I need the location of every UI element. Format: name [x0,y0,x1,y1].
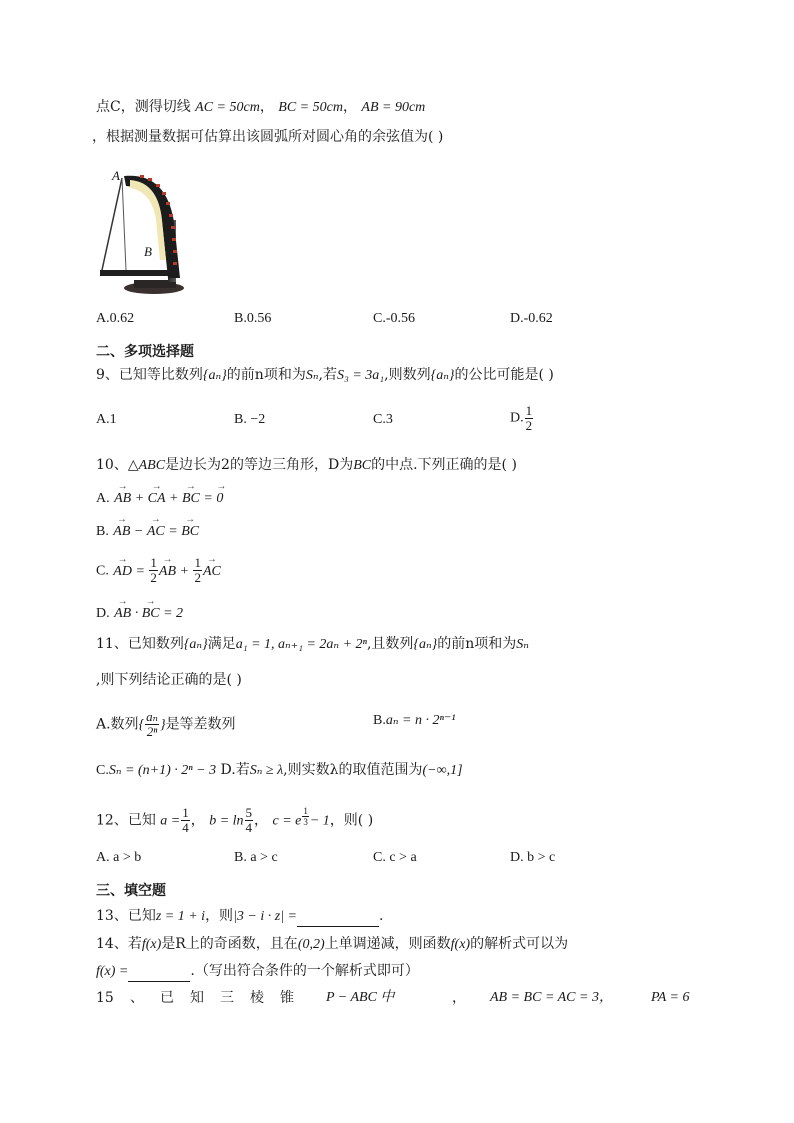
q10-option-a: A. → AB + → CA + → BC = → 0 [96,488,223,509]
q12-stem: 12、已知 a = $\frac{1}{4}$ ， b = ln $\frac{5}{4}$ ， c = e $^{\frac{1}{3}}$ − 1，则( ) [96,805,374,835]
arc-device-image [96,160,192,300]
q11-option-cd: C.Sₙ = (n+1) · 2ⁿ − 3 D.若Sₙ ≥ λ,则实数λ的取值范围为(−∞,1] [96,762,463,778]
q12-option-a: A. a > b [96,850,142,865]
q9-option-d: D. $\frac{1}{2}$ [510,403,533,433]
q8-line1: 点C，测得切线 AC = 50cm， BC = 50cm， AB = 90cm [96,99,426,115]
q10-stem: 10、△ABC是边长为2的等边三角形，D为BC的中点.下列正确的是( ) [96,457,517,473]
q8-option-b: B.0.56 [234,311,272,326]
q14-stem: 14、若f(x)是R上的奇函数，且在(0,2)上单调递减，则函数f(x)的解析式可以为 [96,936,569,952]
q13-stem: 13、已知z = 1 + i，则|3 − i · z| = . [96,906,383,927]
q11-option-a: A.数列{ $\frac{\text{aₙ}}{\text{2ⁿ}}$ }是等差数列 [96,709,236,739]
q14-answer-blank[interactable] [128,981,190,982]
q8-option-d: D.-0.62 [510,311,553,326]
q8-ab: AB = 90cm [361,100,426,115]
q12-option-c: C. c > a [373,850,417,865]
q13-answer-blank[interactable] [297,926,379,927]
q11-line2: ,则下列结论正确的是( ) [96,672,242,688]
section-multi-choice-title: 二、多项选择题 [96,344,194,360]
tangent-line [102,178,122,270]
q10-option-d: D. → AB · → BC = 2 [96,603,183,624]
section-fill-blank-title: 三、填空题 [96,883,166,899]
q8-ac: AC = 50cm [195,100,260,115]
q9-stem: 9、已知等比数列{aₙ}的前n项和为Sₙ,若S₃ = 3a₁,则数列{aₙ}的公比可能是( ) [96,367,554,383]
q11-option-b: B.aₙ = n · 2ⁿ⁻¹ [373,713,456,728]
q12-option-b: B. a > c [234,850,278,865]
figure-label-b: B [144,244,152,259]
q8-bc: BC = 50cm [278,100,343,115]
q8-line2: ，根据测量数据可估算出该圆弧所对圆心角的余弦值为( ) [92,129,444,145]
q11-stem: 11、已知数列{aₙ}满足a₁ = 1, aₙ₊₁ = 2aₙ + 2ⁿ,且数列{aₙ}的前n项和为Sₙ [96,636,529,652]
q8-option-a: A.0.62 [96,311,135,326]
q9-option-b: B. −2 [234,412,266,427]
q14-line2: f(x) = .（写出符合条件的一个解析式即可） [96,961,419,982]
q8-figure [96,160,192,300]
device-bar [100,270,178,276]
figure-label-a: A [112,168,120,183]
q10-option-c: C. → AD = $\frac{1}{2}$ → AB + $\frac{1}{2}$ → AC [96,556,221,585]
q9-option-c: C.3 [373,412,393,427]
q12-option-d: D. b > c [510,850,556,865]
q9-option-a: A.1 [96,412,117,427]
q10-option-b: B. → AB − → AC = → BC [96,521,199,542]
q8-option-c: C.-0.56 [373,311,415,326]
